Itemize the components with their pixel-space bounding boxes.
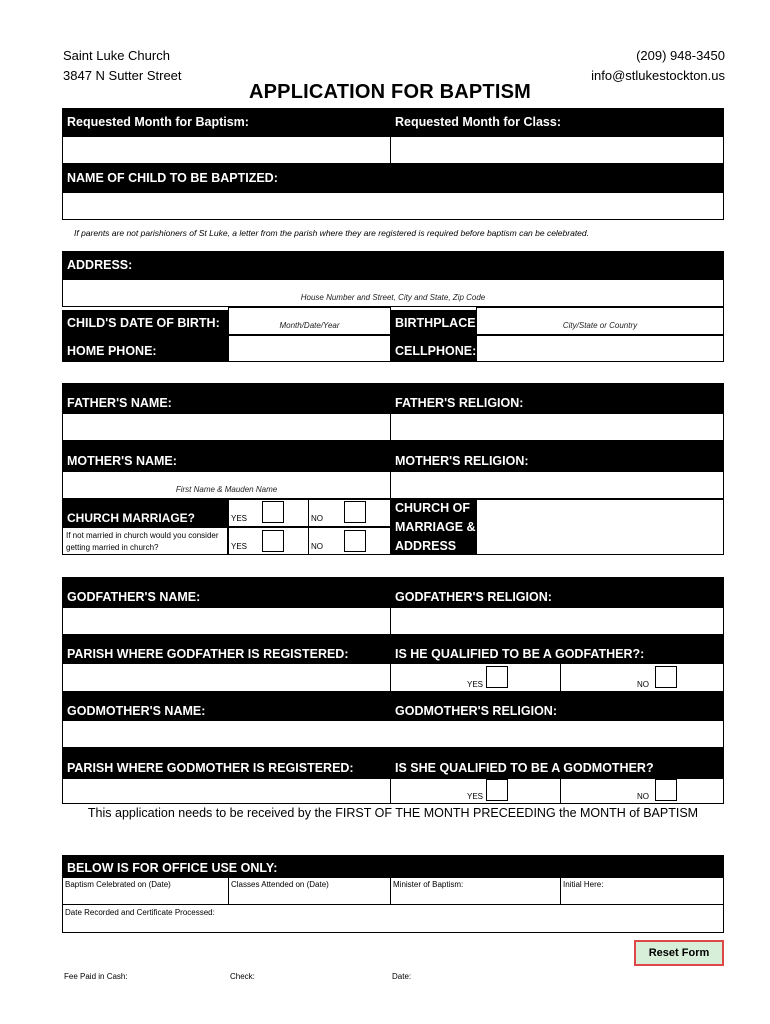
baptism-celebrated-label: Baptism Celebrated on (Date)	[65, 880, 171, 889]
godfather-parish-field[interactable]	[62, 663, 391, 692]
church-address: 3847 N Sutter Street	[63, 68, 182, 83]
godfather-religion-field[interactable]	[390, 607, 724, 635]
church-email: info@stlukestockton.us	[591, 68, 725, 83]
not-married-question-box	[62, 527, 228, 555]
godmother-no-checkbox[interactable]	[655, 779, 677, 801]
marriage-yes-checkbox[interactable]	[262, 501, 284, 523]
godfather-yes-checkbox[interactable]	[486, 666, 508, 688]
church-name: Saint Luke Church	[63, 48, 170, 63]
initial-label: Initial Here:	[563, 880, 604, 889]
minister-cell[interactable]	[390, 877, 561, 905]
date-recorded-label: Date Recorded and Certificate Processed:	[65, 908, 215, 917]
mother-name-label: MOTHER'S NAME:	[62, 441, 390, 471]
father-name-label: FATHER'S NAME:	[62, 383, 390, 413]
godmother-religion-label: GODMOTHER'S RELIGION:	[390, 692, 724, 720]
mother-religion-label: MOTHER'S RELIGION:	[390, 441, 724, 471]
classes-attended-cell[interactable]	[228, 877, 391, 905]
godmother-parish-field[interactable]	[62, 778, 391, 804]
godfather-yes-label: YES	[467, 680, 484, 689]
church-phone: (209) 948-3450	[636, 48, 725, 63]
church-of-marriage-label: CHURCH OF MARRIAGE & ADDRESS	[390, 499, 476, 555]
home-phone-label: HOME PHONE:	[62, 336, 228, 362]
consider-yes-label: YES	[231, 542, 248, 551]
godfather-parish-label: PARISH WHERE GODFATHER IS REGISTERED:	[62, 635, 390, 663]
godmother-name-label: GODMOTHER'S NAME:	[62, 692, 390, 720]
date-label: Date:	[392, 972, 412, 981]
godfather-religion-label: GODFATHER'S RELIGION:	[390, 577, 724, 607]
godmother-no-label: NO	[637, 792, 649, 801]
address-label: ADDRESS:	[62, 251, 724, 279]
mother-name-hint: First Name & Mauden Name	[175, 485, 278, 494]
classes-attended-label: Classes Attended on (Date)	[231, 880, 329, 889]
godmother-yes-label: YES	[467, 792, 484, 801]
godmother-parish-label: PARISH WHERE GODMOTHER IS REGISTERED:	[62, 748, 390, 778]
consider-yes-checkbox[interactable]	[262, 530, 284, 552]
mother-religion-field[interactable]	[390, 471, 724, 499]
reset-form-button[interactable]: Reset Form	[634, 940, 724, 966]
address-hint: House Number and Street, City and State, Zip Code	[300, 293, 486, 302]
initial-cell[interactable]	[560, 877, 724, 905]
godfather-no-label: NO	[637, 680, 649, 689]
father-religion-label: FATHER'S RELIGION:	[390, 383, 724, 413]
home-phone-field[interactable]	[228, 335, 391, 362]
marriage-yes-label: YES	[231, 514, 248, 523]
godfather-name-field[interactable]	[62, 607, 391, 635]
godfather-name-label: GODFATHER'S NAME:	[62, 577, 390, 607]
requested-month-class-label: Requested Month for Class:	[390, 108, 724, 136]
dob-hint: Month/Date/Year	[279, 321, 340, 330]
cellphone-label: CELLPHONE:	[390, 336, 476, 362]
consider-no-checkbox[interactable]	[344, 530, 366, 552]
check-label: Check:	[230, 972, 255, 981]
parish-letter-note: If parents are not parishioners of St Luke, a letter from the parish where they are registered is required before baptism can be celebrated.	[74, 228, 590, 238]
requested-month-baptism-field[interactable]	[62, 136, 391, 164]
office-use-heading: BELOW IS FOR OFFICE USE ONLY:	[62, 855, 724, 877]
birthplace-hint: City/State or Country	[562, 321, 638, 330]
requested-month-baptism-label: Requested Month for Baptism:	[62, 108, 390, 136]
father-religion-field[interactable]	[390, 413, 724, 441]
birthplace-label: BIRTHPLACE	[390, 310, 476, 336]
church-marriage-label: CHURCH MARRIAGE?	[62, 499, 228, 527]
marriage-no-checkbox[interactable]	[344, 501, 366, 523]
dob-label: CHILD'S DATE OF BIRTH:	[62, 310, 228, 336]
godmother-name-field[interactable]	[62, 720, 724, 748]
child-name-field[interactable]	[62, 192, 724, 220]
godmother-qualified-label: IS SHE QUALIFIED TO BE A GODMOTHER?	[390, 748, 724, 778]
requested-month-class-field[interactable]	[390, 136, 724, 164]
godfather-qualified-label: IS HE QUALIFIED TO BE A GODFATHER?:	[390, 635, 724, 663]
baptism-celebrated-cell[interactable]	[62, 877, 229, 905]
not-married-question: If not married in church would you consider getting married in church?	[66, 531, 219, 552]
godmother-yes-checkbox[interactable]	[486, 779, 508, 801]
date-recorded-cell[interactable]	[62, 904, 724, 933]
cellphone-field[interactable]	[476, 335, 724, 362]
father-name-field[interactable]	[62, 413, 391, 441]
page-title: APPLICATION FOR BAPTISM	[249, 81, 532, 103]
church-of-marriage-field[interactable]	[476, 499, 724, 555]
consider-no-label: NO	[311, 542, 323, 551]
deadline-note: This application needs to be received by the FIRST OF THE MONTH PRECEEDING the MONTH of BAPTISM	[87, 806, 699, 820]
godfather-no-checkbox[interactable]	[655, 666, 677, 688]
minister-label: Minister of Baptism:	[393, 880, 464, 889]
marriage-no-label: NO	[311, 514, 323, 523]
child-name-label: NAME OF CHILD TO BE BAPTIZED:	[62, 164, 724, 192]
fee-paid-label: Fee Paid in Cash:	[64, 972, 128, 981]
